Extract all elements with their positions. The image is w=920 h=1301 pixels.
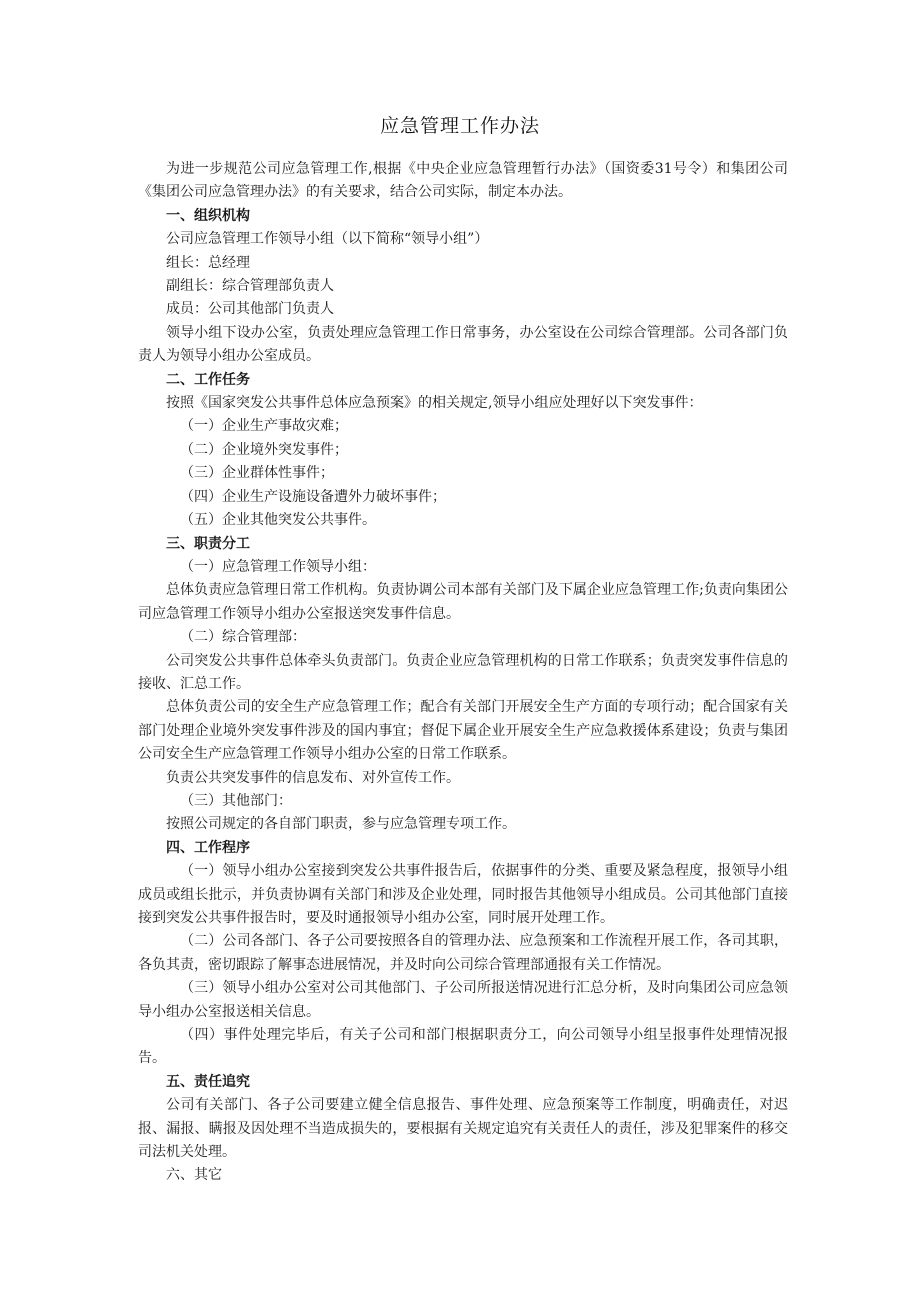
list-item: （四）企业生产设施设备遭外力破坏事件；	[180, 488, 446, 505]
list-item: （二）企业境外突发事件；	[180, 441, 348, 458]
body-paragraph: 副组长：综合管理部负责人	[166, 278, 334, 295]
section-heading: 六、其它	[166, 1167, 222, 1184]
list-item: （二）公司各部门、各子公司要按照各自的管理办法、应急预案和工作流程开展工作，各司其职，各负其责，密切跟踪了解事态进展情况，并及时向公司综合管理部通报有关工作情况。	[138, 933, 788, 973]
body-paragraph: 按照《国家突发公共事件总体应急预案》的相关规定,领导小组应处理好以下突发事件：	[166, 395, 703, 412]
list-item: （二）综合管理部：	[180, 629, 306, 646]
body-paragraph: 组长：总经理	[166, 254, 250, 271]
list-item: （三）其他部门：	[180, 792, 292, 809]
body-paragraph: 公司突发公共事件总体牵头负责部门。负责企业应急管理机构的日常工作联系；负责突发事件信息的接收、汇总工作。	[138, 652, 788, 692]
body-paragraph: 为进一步规范公司应急管理工作,根据《中央企业应急管理暂行办法》（国资委31号令）和集团公司《集团公司应急管理办法》的有关要求，结合公司实际，制定本办法。	[138, 161, 788, 201]
list-item: （三）领导小组办公室对公司其他部门、子公司所报送情况进行汇总分析，及时向集团公司应急领导小组办公室报送相关信息。	[138, 980, 788, 1020]
body-paragraph: 领导小组下设办公室，负责处理应急管理工作日常事务，办公室设在公司综合管理部。公司各部门负责人为领导小组办公室成员。	[138, 324, 788, 365]
section-heading: 五、责任追究	[166, 1073, 250, 1090]
document-title: 应急管理工作办法	[379, 115, 540, 137]
section-heading: 三、职责分工	[166, 535, 250, 552]
document-body	[138, 158, 788, 1188]
section-heading: 四、工作程序	[166, 839, 250, 856]
list-item: （一）企业生产事故灾难；	[180, 418, 348, 435]
list-item: （三）企业群体性事件；	[180, 465, 334, 482]
body-paragraph: 负责公共突发事件的信息发布、对外宣传工作。	[166, 769, 460, 786]
body-paragraph: 公司有关部门、各子公司要建立健全信息报告、事件处理、应急预案等工作制度，明确责任，对迟报、漏报、瞒报及因处理不当造成损失的，要根据有关规定追究有关责任人的责任，涉及犯罪案件的移交司法机关处理。	[138, 1097, 788, 1161]
section-heading: 一、组织机构	[166, 207, 250, 224]
body-paragraph: 公司应急管理工作领导小组（以下简称“领导小组”）	[166, 231, 489, 248]
body-paragraph: 总体负责应急管理日常工作机构。负责协调公司本部有关部门及下属企业应急管理工作;负责向集团公司应急管理工作领导小组办公室报送突发事件信息。	[138, 582, 788, 622]
list-item: （四）事件处理完毕后，有关子公司和部门根据职责分工，向公司领导小组呈报事件处理情况报告。	[138, 1027, 788, 1067]
list-item: （一）应急管理工作领导小组：	[180, 558, 376, 575]
body-paragraph: 成员：公司其他部门负责人	[166, 301, 334, 318]
section-heading: 二、工作任务	[166, 371, 250, 388]
list-item: （一）领导小组办公室接到突发公共事件报告后，依据事件的分类、重要及紧急程度，报领导小组成员或组长批示，并负责协调有关部门和涉及企业处理，同时报告其他领导小组成员。公司其他部门直接接到突发公共事件报告时，要及时通报领导小组办公室，同时展开处理工作。	[138, 863, 788, 926]
list-item: （五）企业其他突发公共事件。	[180, 512, 376, 529]
body-paragraph: 按照公司规定的各自部门职责，参与应急管理专项工作。	[166, 816, 516, 833]
body-paragraph: 总体负责公司的安全生产应急管理工作；配合有关部门开展安全生产方面的专项行动；配合国家有关部门处理企业境外突发事件涉及的国内事宜；督促下属企业开展安全生产应急救援体系建设；负责与集团公司安全生产应急管理工作领导小组办公室的日常工作联系。	[138, 699, 788, 763]
